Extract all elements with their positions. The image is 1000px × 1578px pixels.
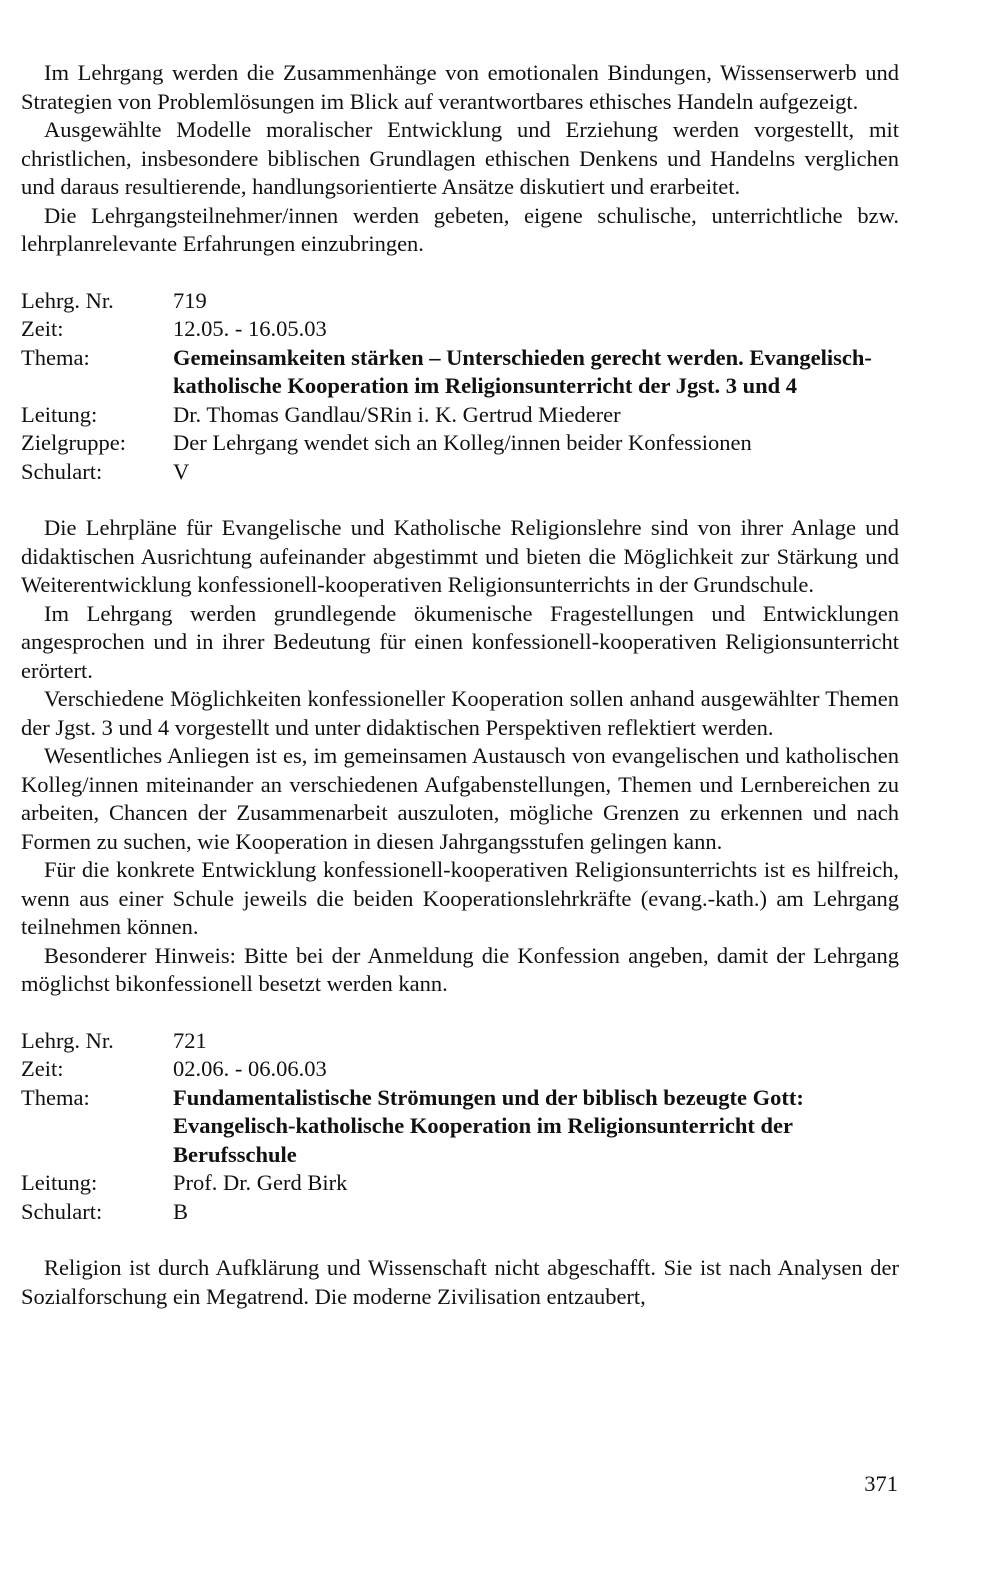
course-school-type: B xyxy=(173,1198,189,1224)
body-paragraph: Für die konkrete Entwicklung konfessionell-kooperativen Religionsunterrichts ist es hilfreich, wenn aus einer Schule jeweils die beiden Kooperationslehrkräfte (evang.-kath.) am Lehrgang teilnehmen können. xyxy=(21,857,899,939)
course-lead: Prof. Dr. Gerd Birk xyxy=(173,1170,348,1195)
meta-label: Lehrg. Nr. xyxy=(21,1027,114,1053)
course-topic: Gemeinsamkeiten stärken – Unterschieden gerecht werden. Evangelisch-katholische Kooperation im Religionsunterricht der Jgst. 3 und 4 xyxy=(173,344,872,398)
course-dates: 02.06. - 06.06.03 xyxy=(173,1056,327,1081)
meta-label: Schulart: xyxy=(21,458,103,484)
body-paragraph: Verschiedene Möglichkeiten konfessioneller Kooperation sollen anhand ausgewählter Themen der Jgst. 3 und 4 vorgestellt und unter didaktischen Perspektiven reflektiert werden. xyxy=(21,686,899,740)
meta-label: Leitung: xyxy=(21,1170,98,1195)
intro-text xyxy=(21,59,899,259)
course-topic: Fundamentalistische Strömungen und der biblisch bezeugte Gott: Evangelisch-katholische Kooperation im Religionsunterricht der Berufsschule xyxy=(173,1084,804,1167)
meta-label: Zeit: xyxy=(21,316,64,341)
body-paragraph: Religion ist durch Aufklärung und Wissenschaft nicht abgeschafft. Sie ist nach Analysen der Sozialforschung ein Megatrend. Die moderne Zivilisation entzaubert, xyxy=(21,1255,899,1309)
course-entry-719 xyxy=(21,287,899,999)
meta-label: Lehrg. Nr. xyxy=(21,287,114,313)
page-number: 371 xyxy=(864,1471,898,1496)
course-description xyxy=(21,1254,899,1311)
course-lead: Dr. Thomas Gandlau/SRin i. K. Gertrud Miederer xyxy=(173,401,621,427)
meta-row-lead xyxy=(21,1169,899,1198)
body-paragraph: Besonderer Hinweis: Bitte bei der Anmeldung die Konfession angeben, damit der Lehrgang möglichst bikonfessionell besetzt werden kann. xyxy=(21,942,899,996)
meta-row-number xyxy=(21,1027,899,1056)
meta-row-time xyxy=(21,315,899,344)
document-page xyxy=(21,59,899,1311)
body-paragraph: Wesentliches Anliegen ist es, im gemeinsamen Austausch von evangelischen und katholischen Kolleg/innen miteinander an verschiedenen Aufgabenstellungen, Themen und Lernbereichen zu arbeiten, Chancen der Zusammenarbeit auszuloten, mögliche Grenzen zu erkennen und nach Formen zu suchen, wie Kooperation in diesen Jahrgangsstufen gelingen kann. xyxy=(21,743,899,854)
meta-row-lead xyxy=(21,401,899,430)
course-entry-721 xyxy=(21,1027,899,1312)
body-paragraph: Im Lehrgang werden grundlegende ökumenische Fragestellungen und Entwicklungen angesprochen und in ihrer Bedeutung für einen konfessionell-kooperativen Religionsunterricht erörtert. xyxy=(21,600,899,683)
course-description xyxy=(21,514,899,999)
meta-row-target xyxy=(21,429,899,458)
meta-row-time xyxy=(21,1055,899,1084)
meta-label: Thema: xyxy=(21,344,90,370)
course-number: 719 xyxy=(173,287,207,313)
meta-label: Zeit: xyxy=(21,1056,64,1081)
intro-paragraph: Ausgewählte Modelle moralischer Entwicklung und Erziehung werden vorgestellt, mit christlichen, insbesondere biblischen Grundlagen ethischen Denkens und Handelns verglichen und daraus resultierende, handlungsorientierte Ansätze diskutiert und erarbeitet. xyxy=(21,117,899,199)
meta-row-topic xyxy=(21,344,899,401)
meta-row-school-type xyxy=(21,1198,899,1227)
meta-label: Zielgruppe: xyxy=(21,430,126,455)
course-meta xyxy=(21,287,899,487)
meta-label: Schulart: xyxy=(21,1198,103,1224)
meta-label: Thema: xyxy=(21,1084,90,1110)
course-meta xyxy=(21,1027,899,1227)
meta-label: Leitung: xyxy=(21,401,98,427)
course-school-type: V xyxy=(173,458,190,484)
course-target-group: Der Lehrgang wendet sich an Kolleg/innen beider Konfessionen xyxy=(173,430,752,455)
body-paragraph: Die Lehrpläne für Evangelische und Katholische Religionslehre sind von ihrer Anlage und didaktischen Ausrichtung aufeinander abgestimmt und bieten die Möglichkeit zur Stärkung und Weiterentwicklung konfessionell-kooperativen Religionsunterrichts in der Grundschule. xyxy=(21,515,899,597)
intro-paragraph: Die Lehrgangsteilnehmer/innen werden gebeten, eigene schulische, unterrichtliche bzw. lehrplanrelevante Erfahrungen einzubringen. xyxy=(21,202,899,256)
meta-row-topic xyxy=(21,1084,899,1170)
course-dates: 12.05. - 16.05.03 xyxy=(173,316,327,341)
meta-row-number xyxy=(21,287,899,316)
intro-paragraph: Im Lehrgang werden die Zusammenhänge von emotionalen Bindungen, Wissenserwerb und Strategien von Problemlösungen im Blick auf verantwortbares ethisches Handeln aufgezeigt. xyxy=(21,60,899,114)
course-number: 721 xyxy=(173,1027,207,1053)
meta-row-school-type xyxy=(21,458,899,487)
